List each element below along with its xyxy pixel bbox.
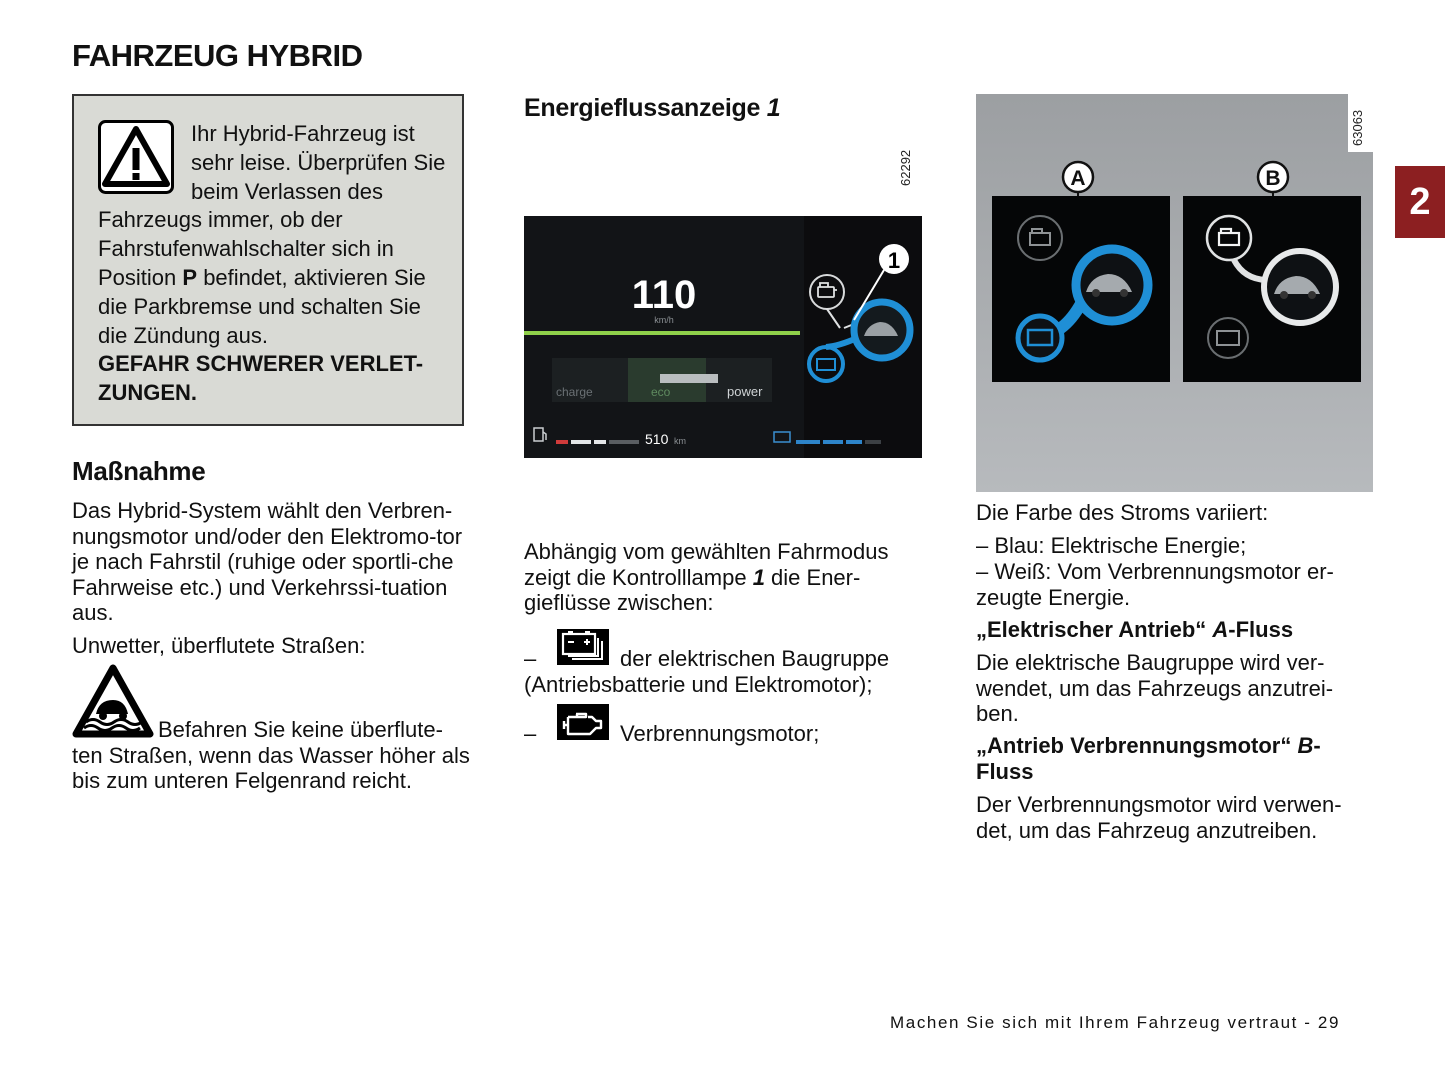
combustion-engine-icon (556, 703, 610, 741)
massnahme-para2: Unwetter, überflutete Straßen: (72, 633, 366, 658)
flow-b-heading-text: „Antrieb Verbrennungsmotor“ (976, 733, 1298, 758)
cluster-range-unit: km (674, 436, 686, 446)
warning-line2: befindet, aktivieren Sie die Parkbremse und schalten Sie die Zündung aus. (98, 264, 426, 348)
flow-label-b: B (1265, 167, 1281, 190)
eco-bar (524, 331, 800, 335)
flow-b-suffix: -Fluss (976, 733, 1321, 784)
warning-text (98, 120, 448, 408)
flow-b-heading (976, 733, 1361, 784)
warning-line1: Ihr Hybrid-Fahrzeug ist sehr leise. Überprüfen Sie beim Verlassen des Fahrzeugs immer, ob der Fahrstufenwahlschalter sich in Position (98, 121, 446, 290)
flow-a-heading (976, 617, 1366, 643)
flow-panel-b (1183, 196, 1361, 382)
warning-position-p: P (182, 264, 198, 290)
cluster-marker-1: 1 (887, 248, 901, 273)
mode-eco: eco (651, 385, 671, 399)
massnahme-heading: Maßnahme (72, 456, 206, 486)
energy-intro-b: die Ener-gieflüsse zwischen: (524, 564, 861, 615)
list-item-electric: der elektrischen Baugruppe (Antriebsbatterie und Elektromotor); (524, 646, 890, 697)
mode-charge: charge (556, 385, 593, 399)
massnahme-para1: Das Hybrid-System wählt den Verbren-nungsmotor und/oder den Elektromo-tor je nach Fahrstil (ruhige oder sportli-che Fahrweise etc.) und Verkehrssi-tuation aus. (72, 498, 463, 625)
energy-heading-text: Energieflussanzeige (524, 94, 767, 122)
flow-label-a: A (1070, 167, 1086, 190)
cluster-speed: 110 (631, 273, 697, 317)
list-dash-2: – (524, 721, 537, 746)
energy-flow-figure (976, 94, 1373, 492)
color-white-line: – Weiß: Vom Verbrennungsmotor er-zeugte Energie. (976, 559, 1334, 610)
flow-a-suffix: -Fluss (1228, 617, 1294, 642)
energy-heading-number: 1 (766, 94, 781, 122)
energy-heading (524, 94, 780, 123)
energy-intro-num: 1 (752, 564, 765, 590)
flow-a-text: Die elektrische Baugruppe wird ver-wendet, um das Fahrzeugs anzutrei-ben. (976, 650, 1334, 726)
list-dash-1: – (524, 646, 537, 671)
cluster-range: 510 (645, 431, 669, 447)
mode-power: power (727, 384, 763, 399)
figure-code-right: 63063 (1350, 109, 1365, 146)
flow-panel-a (992, 196, 1170, 382)
list-item-combustion: Verbrennungsmotor; (620, 721, 820, 746)
flow-b-letter: B (1297, 733, 1314, 758)
cluster-speed-unit: km/h (654, 315, 674, 325)
energy-intro-a: Abhängig vom gewählten Fahrmodus zeigt die Kontrolllampe (524, 539, 889, 590)
warning-danger: GEFAHR SCHWERER VERLET-ZUNGEN. (98, 351, 424, 406)
flow-a-letter: A (1212, 617, 1229, 642)
page-title: FAHRZEUG HYBRID (72, 38, 363, 73)
flow-b-text: Der Verbrennungsmotor wird verwen-det, um das Fahrzeug anzutreiben. (976, 792, 1342, 843)
energy-intro (524, 539, 916, 616)
instrument-cluster-figure (524, 216, 922, 458)
flow-a-heading-text: „Elektrischer Antrieb“ (976, 617, 1213, 642)
color-blue-line: – Blau: Elektrische Energie; (976, 533, 1247, 558)
page-footer: Machen Sie sich mit Ihrem Fahrzeug vertraut - 29 (890, 1013, 1341, 1032)
color-intro: Die Farbe des Stroms variiert: (976, 500, 1269, 525)
massnahme-para3: Befahren Sie keine überflute-ten Straßen, wenn das Wasser höher als bis zum unteren Felgenrand reicht. (72, 717, 470, 793)
chapter-tab: 2 (1395, 166, 1445, 238)
figure-code: 62292 (898, 149, 913, 186)
warning-box (72, 94, 464, 426)
